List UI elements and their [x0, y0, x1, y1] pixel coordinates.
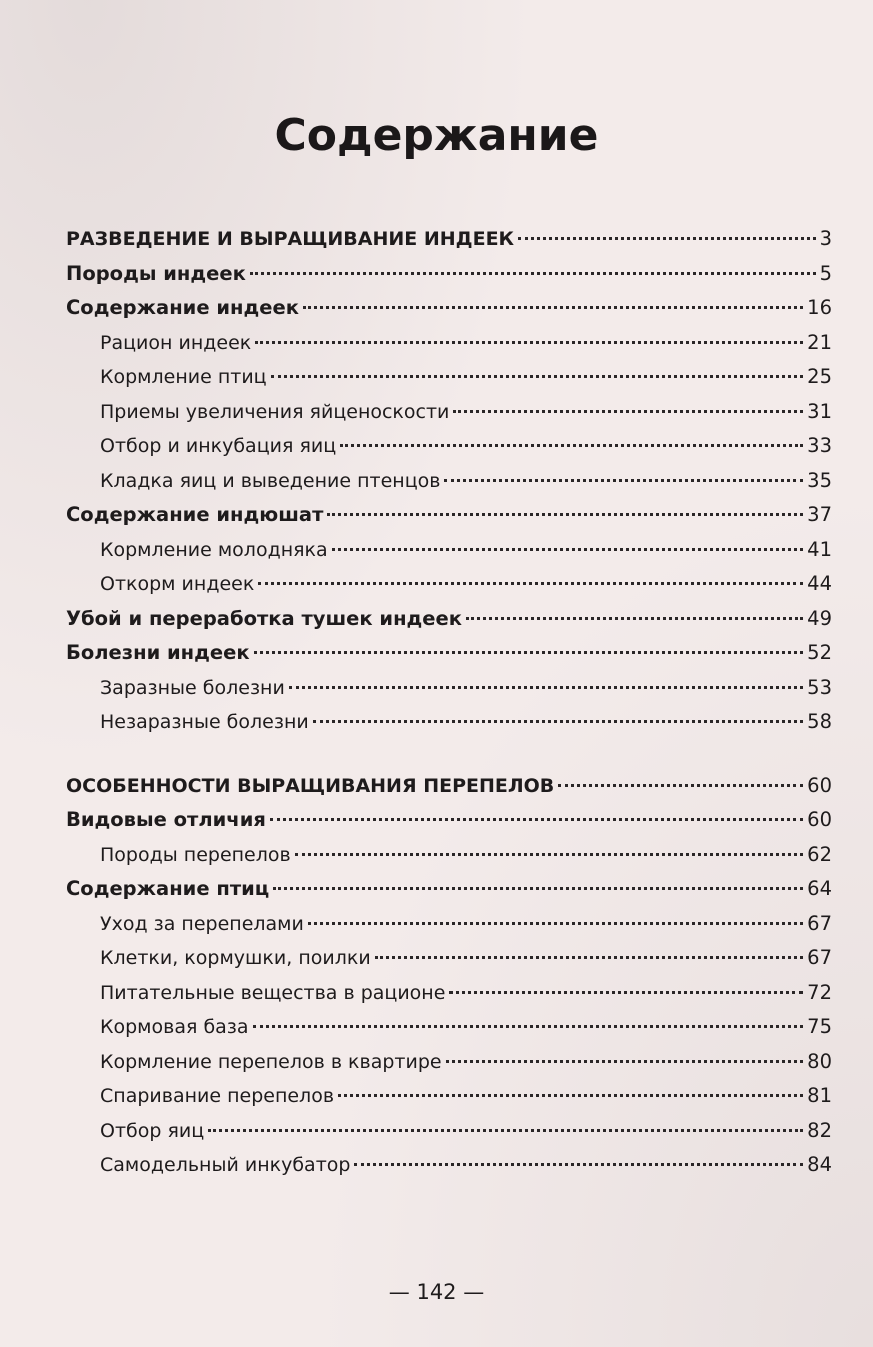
toc-entry-page: 58: [807, 710, 832, 733]
dot-leader: [332, 548, 803, 551]
dot-leader: [271, 375, 804, 378]
toc-entry-title: РАЗВЕДЕНИЕ И ВЫРАЩИВАНИЕ ИНДЕЕК: [66, 228, 515, 250]
dot-leader: [446, 1060, 804, 1063]
dot-leader: [270, 818, 803, 821]
toc-entry-title: Кормление перепелов в квартире: [100, 1050, 442, 1073]
toc-entry-page: 3: [819, 227, 832, 250]
toc-entry-page: 75: [807, 1015, 832, 1038]
dot-leader: [254, 651, 804, 654]
page-number: — 142 —: [388, 1280, 485, 1304]
toc-entry: [66, 907, 832, 942]
dot-leader: [208, 1129, 803, 1132]
toc-entry: [66, 464, 832, 499]
toc-entry-title: Отбор и инкубация яиц: [100, 435, 337, 457]
dot-leader: [327, 513, 803, 516]
toc-entry-title: Породы индеек: [66, 261, 246, 285]
toc-entry-page: 33: [807, 434, 832, 457]
toc-entry-page: 82: [807, 1118, 832, 1142]
toc-entry-page: 67: [807, 911, 832, 935]
toc-entry-title: Породы перепелов: [100, 843, 291, 866]
toc-entry-page: 53: [807, 675, 832, 699]
toc-entry-page: 80: [807, 1049, 832, 1073]
dot-leader: [444, 479, 803, 482]
toc-entry: [66, 705, 832, 740]
toc-entry: [66, 1010, 832, 1045]
toc-entry: [66, 326, 832, 361]
dot-leader: [273, 887, 803, 890]
toc-entry-title: Убой и переработка тушек индеек: [66, 606, 462, 630]
toc-entry: [66, 429, 832, 464]
dot-leader: [338, 1094, 803, 1097]
toc-entry-title: Кормовая база: [100, 1016, 249, 1038]
toc-entry-title: Кормление молодняка: [100, 538, 328, 561]
dot-leader: [340, 444, 803, 447]
toc-entry: [66, 222, 832, 257]
toc-entry-page: 84: [807, 1153, 832, 1176]
toc-entry: [66, 976, 832, 1011]
dot-leader: [295, 853, 803, 856]
dot-leader: [313, 720, 803, 723]
dot-leader: [308, 922, 803, 925]
toc-entry-page: 37: [807, 503, 832, 526]
toc-entry: [66, 803, 832, 838]
toc-entry: [66, 291, 832, 326]
dot-leader: [449, 991, 803, 994]
toc-entry-page: 52: [807, 641, 832, 664]
toc-entry-title: Клетки, кормушки, поилки: [100, 947, 371, 969]
dot-leader: [303, 306, 803, 309]
toc-entry-title: Отбор яиц: [100, 1119, 205, 1142]
toc-entry-page: 49: [807, 606, 832, 630]
dot-leader: [289, 686, 803, 689]
toc-entry-title: Кормление птиц: [100, 366, 267, 388]
toc-entry-page: 64: [807, 877, 832, 900]
dot-leader: [466, 617, 803, 620]
toc-entry: [66, 941, 832, 976]
toc-entry: [66, 671, 832, 706]
toc-entry: [66, 567, 832, 602]
dot-leader: [250, 272, 816, 275]
toc-entry-title: Питательные вещества в рационе: [100, 981, 446, 1004]
toc-entry-title: ОСОБЕННОСТИ ВЫРАЩИВАНИЯ ПЕРЕПЕЛОВ: [66, 774, 555, 797]
toc-entry: [66, 1114, 832, 1149]
toc-entry-page: 72: [807, 980, 832, 1004]
toc-entry: [66, 395, 832, 430]
toc-entry: [66, 498, 832, 533]
toc-entry-title: Самодельный инкубатор: [100, 1154, 351, 1176]
toc-entry-page: 25: [807, 365, 832, 388]
dot-leader: [558, 784, 803, 787]
toc-entry-title: Кладка яиц и выведение птенцов: [100, 469, 441, 492]
toc-entry-page: 44: [807, 572, 832, 595]
dot-leader: [518, 237, 815, 240]
toc-entry-title: Содержание птиц: [66, 877, 270, 900]
toc-entry-page: 60: [807, 808, 832, 831]
table-of-contents: [66, 222, 832, 1183]
toc-entry-page: 21: [807, 330, 832, 354]
toc-entry: [66, 769, 832, 804]
toc-entry-page: 16: [807, 296, 832, 319]
toc-entry: [66, 533, 832, 568]
toc-entry-title: Уход за перепелами: [100, 912, 304, 935]
toc-entry-title: Незаразные болезни: [100, 711, 309, 733]
page-title: Содержание: [274, 110, 599, 161]
dot-leader: [255, 341, 803, 344]
toc-entry-title: Спаривание перепелов: [100, 1085, 335, 1107]
toc-entry-page: 5: [819, 261, 832, 285]
toc-entry: [66, 872, 832, 907]
toc-entry-title: Откорм индеек: [100, 573, 255, 595]
toc-entry-page: 62: [807, 842, 832, 866]
dot-leader: [253, 1025, 804, 1028]
toc-entry: [66, 636, 832, 671]
toc-entry-title: Содержание индеек: [66, 296, 299, 319]
toc-entry-title: Болезни индеек: [66, 641, 250, 664]
toc-entry-title: Рацион индеек: [100, 331, 252, 354]
toc-entry: [66, 1148, 832, 1183]
dot-leader: [258, 582, 803, 585]
toc-entry: [66, 838, 832, 873]
toc-entry: [66, 257, 832, 292]
toc-entry-title: Содержание индюшат: [66, 503, 324, 526]
toc-entry-page: 67: [807, 946, 832, 969]
toc-entry: [66, 1045, 832, 1080]
toc-entry-page: 41: [807, 537, 832, 561]
toc-entry: [66, 602, 832, 637]
toc-entry-page: 35: [807, 468, 832, 492]
toc-entry-page: 31: [807, 399, 832, 423]
toc-entry-title: Заразные болезни: [100, 676, 285, 699]
dot-leader: [354, 1163, 803, 1166]
dot-leader: [453, 410, 803, 413]
toc-entry-title: Приемы увеличения яйценоскости: [100, 400, 450, 423]
toc-entry: [66, 360, 832, 395]
toc-entry-page: 60: [807, 773, 832, 797]
toc-entry: [66, 1079, 832, 1114]
toc-entry-title: Видовые отличия: [66, 808, 266, 831]
toc-entry-page: 81: [807, 1084, 832, 1107]
dot-leader: [375, 956, 803, 959]
